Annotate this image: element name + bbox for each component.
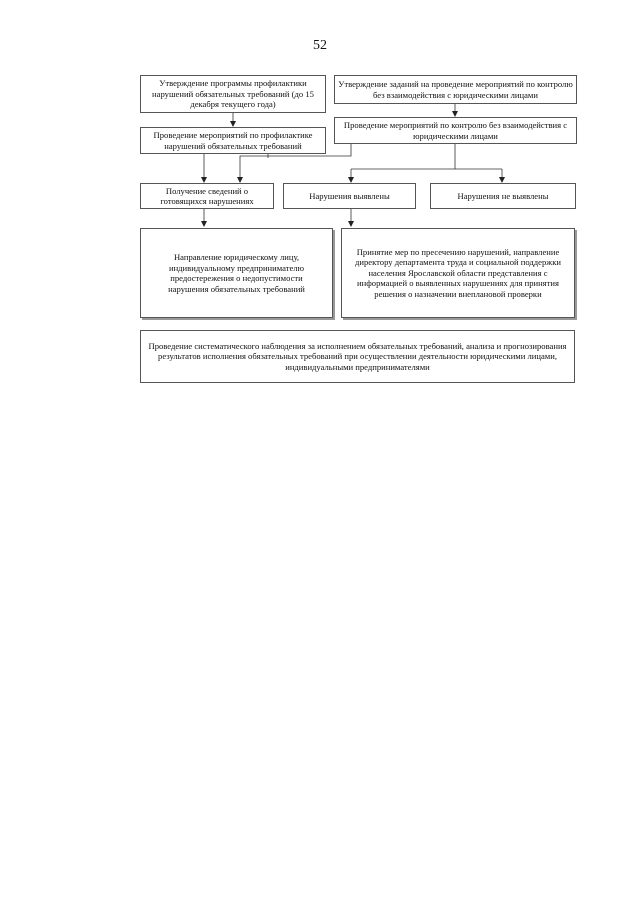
- box-warning-sent-label: Направление юридическому лицу, индивидуальному предпринимателю предостережения о недопустимости нарушения обязательных требований: [168, 252, 305, 294]
- box-info-received: [140, 183, 274, 209]
- box-info-received-label: Получение сведений о готовящихся нарушениях: [160, 185, 254, 206]
- box-violations-not-found-label: Нарушения не выявлены: [457, 190, 549, 201]
- box-approve-tasks-label: Утверждение заданий на проведение мероприятий по контролю без взаимодействия с юридическими лицами: [338, 79, 573, 100]
- box-measures-taken: [341, 228, 575, 318]
- box-prevention-activities: [140, 127, 326, 154]
- box-violations-found-label: Нарушения выявлены: [309, 190, 390, 201]
- box-violations-found: [283, 183, 416, 209]
- box-violations-not-found: [430, 183, 576, 209]
- connector-control-split: [351, 144, 455, 169]
- box-warning-sent: [140, 228, 333, 318]
- box-control-activities-label: Проведение мероприятий по контролю без взаимодействия с юридическими лицами: [343, 120, 568, 141]
- box-systematic-monitoring-label: Проведение систематического наблюдения за исполнением обязательных требований, анализа и прогнозирования результатов исполнения обязательных требований при осуществлении деятельности юридическими лицами, индивидуальными предпринимателями: [148, 340, 567, 372]
- box-prevention-activities-label: Проведение мероприятий по профилактике нарушений обязательных требований: [153, 130, 313, 151]
- box-control-activities: [334, 117, 577, 144]
- box-approve-tasks: [334, 75, 577, 104]
- box-measures-taken-label: Принятие мер по пресечению нарушений, направление директору департамента труда и социальной поддержки населения Ярославской области представления с информацией о выявленных нарушениях для принятия решения о назначении внеплановой проверки: [355, 246, 561, 299]
- box-approve-program: [140, 75, 326, 113]
- box-systematic-monitoring: [140, 330, 575, 383]
- box-approve-program-label: Утверждение программы профилактики нарушений обязательных требований (до 15 декабря текущего года): [152, 78, 314, 110]
- page-number: 52: [313, 38, 327, 53]
